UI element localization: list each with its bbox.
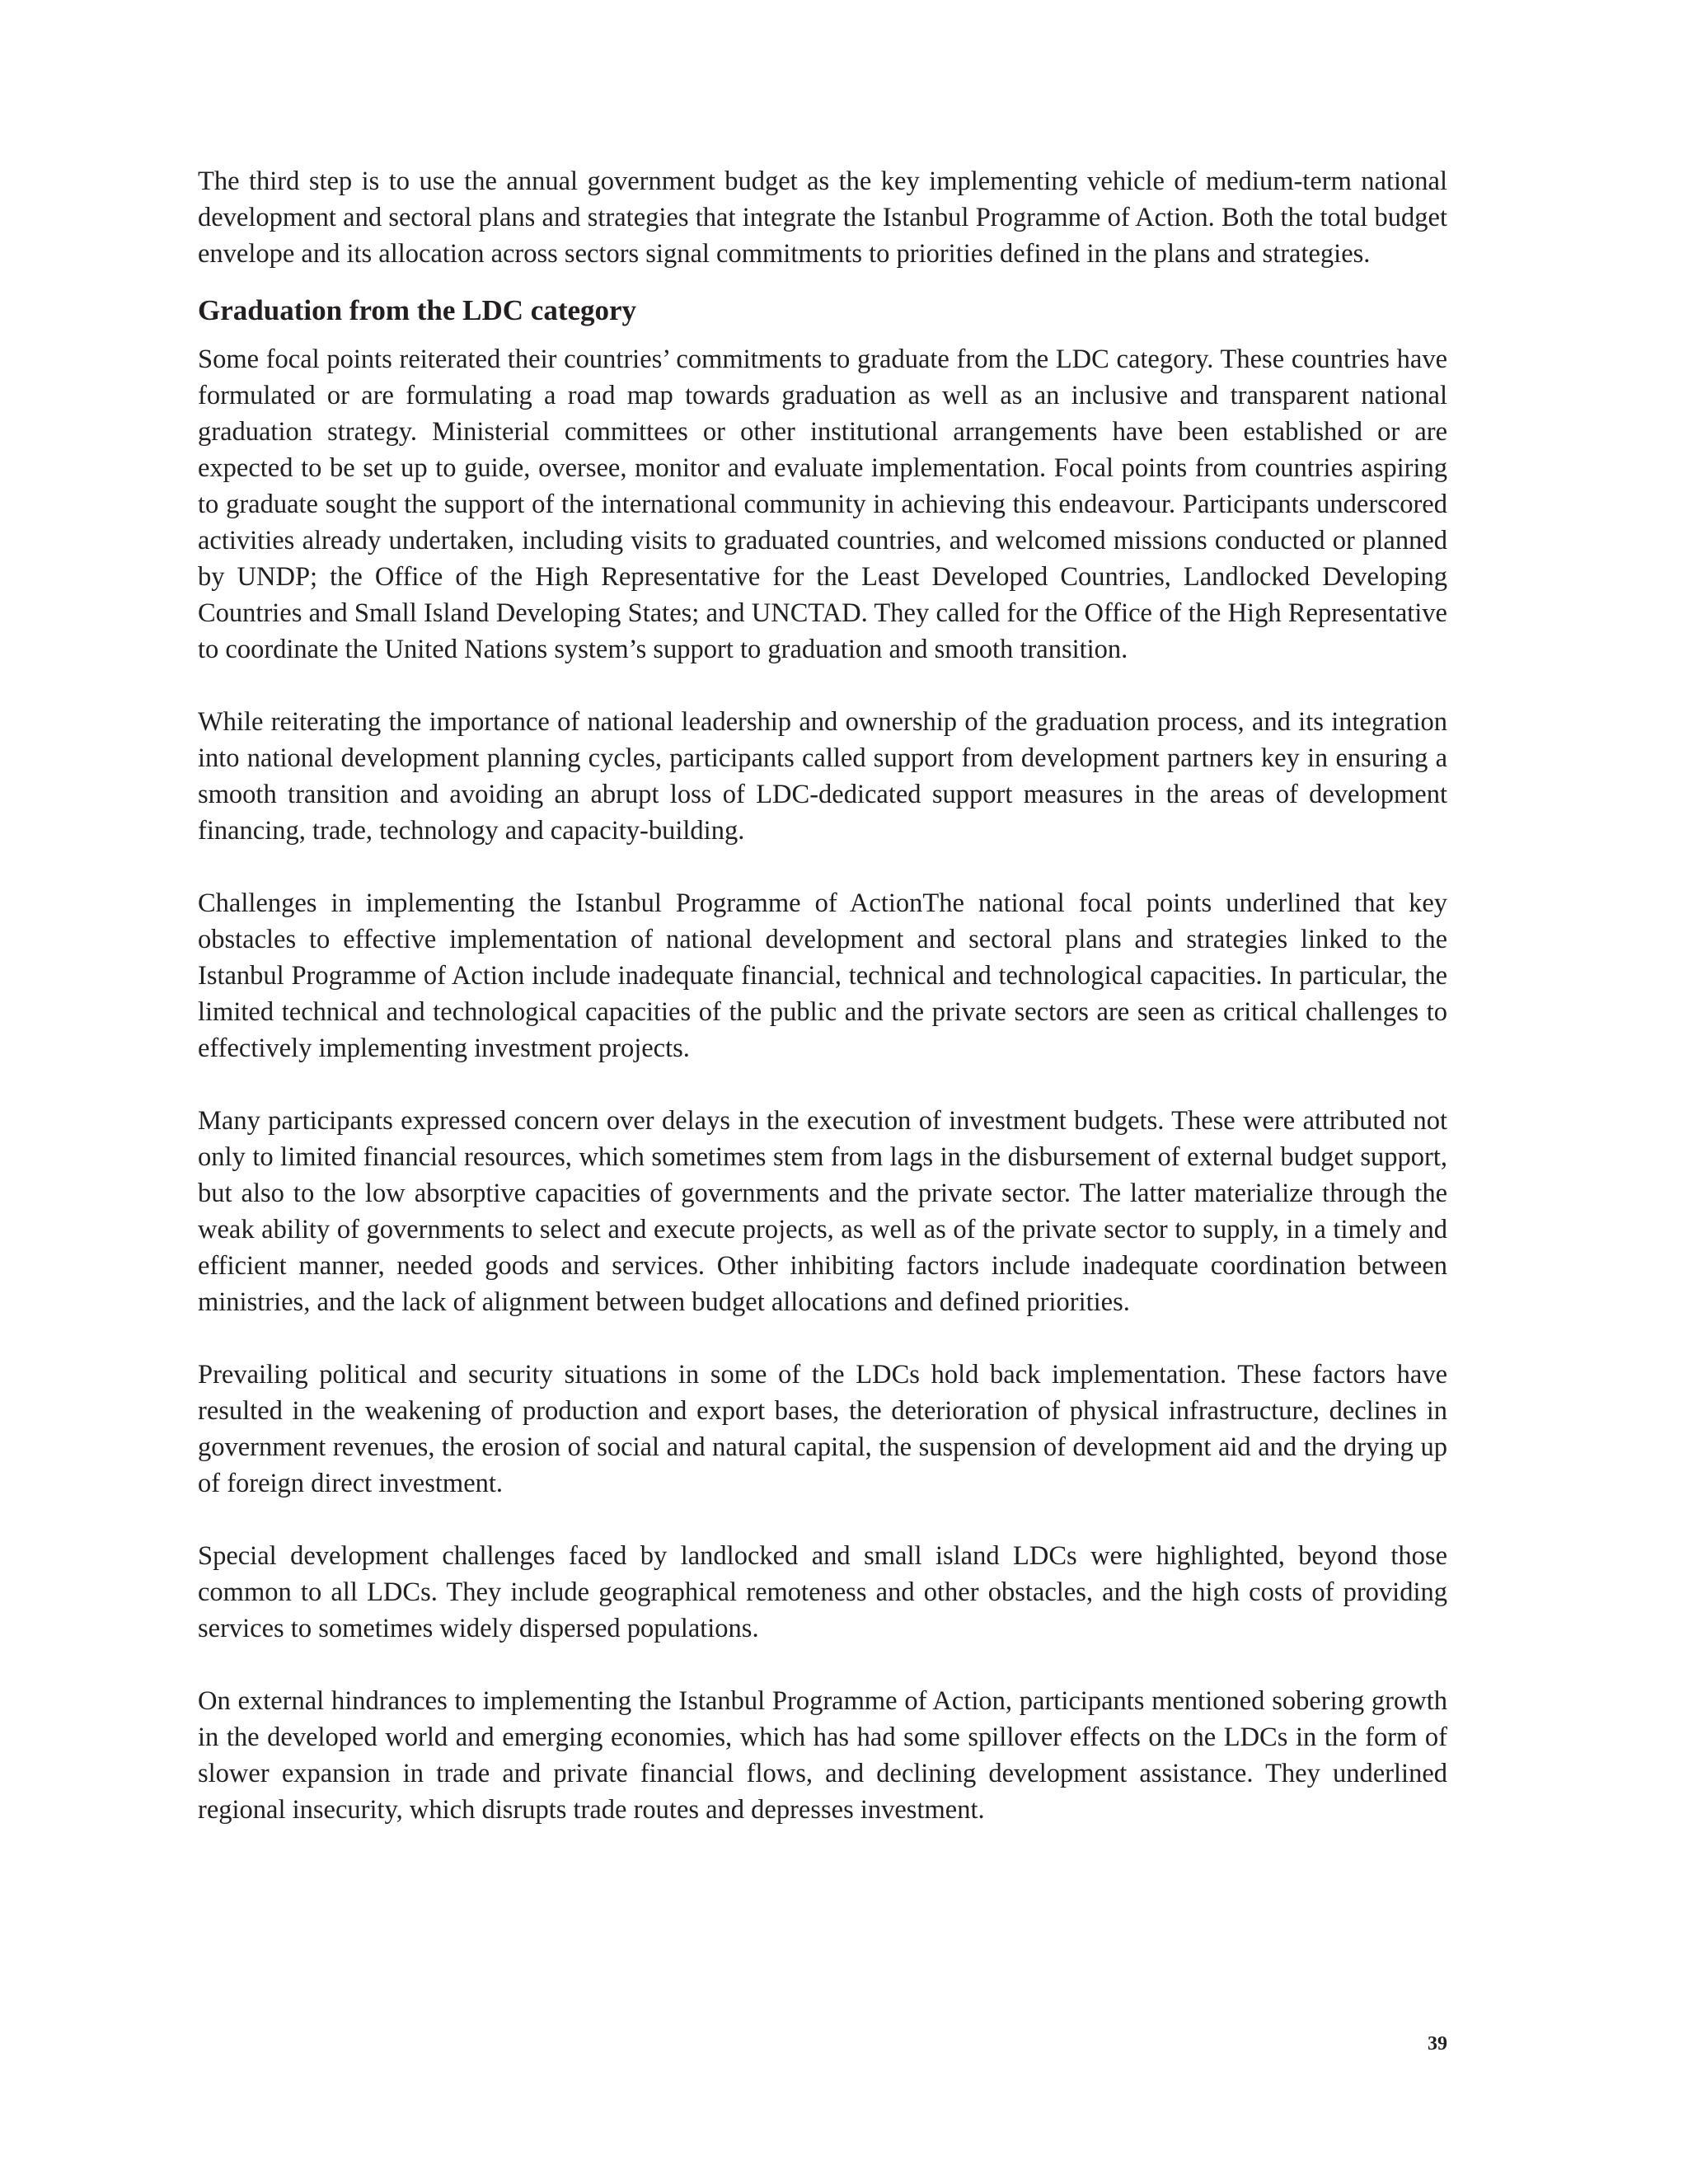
body-paragraph-landlocked-island: Special development challenges faced by landlocked and small island LDCs were highlighted, beyond those common to all LDCs. They include geographical remoteness and other obstacles, and the high costs of providing services to sometimes widely dispersed populations. xyxy=(198,1541,1447,1643)
section-heading: Graduation from the LDC category xyxy=(198,294,637,326)
body-paragraph-graduation-commitments: Some focal points reiterated their countries’ commitments to graduate from the LDC category. These countries have formulated or are formulating a road map towards graduation as well as an inclusive and transparent national graduation strategy. Ministerial committees or other institutional arrangements have been established or are expected to be set up to guide, oversee, monitor and evaluate implementation. Focal points from countries aspiring to graduate sought the support of the international community in achieving this endeavour. Participants underscored activities already undertaken, including visits to graduated countries, and welcomed missions conducted or planned by UNDP; the Office of the High Representative for the Least Developed Countries, Landlocked Developing Countries and Small Island Developing States; and UNCTAD. They called for the Office of the High Representative to coordinate the United Nations system’s support to graduation and smooth transition. xyxy=(198,344,1447,664)
intro-paragraph: The third step is to use the annual government budget as the key implementing vehicle of medium-term national development and sectoral plans and strategies that integrate the Istanbul Programme of Action. Both the total budget envelope and its allocation across sectors signal commitments to priorities defined in the plans and strategies. xyxy=(198,166,1447,269)
body-paragraph-implementation-challenges: Challenges in implementing the Istanbul Programme of ActionThe national focal points underlined that key obstacles to effective implementation of national development and sectoral plans and strategies linked to the Istanbul Programme of Action include inadequate financial, technical and technological capacities. In particular, the limited technical and technological capacities of the public and the private sectors are seen as critical challenges to effectively implementing investment projects. xyxy=(198,888,1447,1063)
body-paragraph-political-security: Prevailing political and security situations in some of the LDCs hold back implementation. These factors have resulted in the weakening of production and export bases, the deterioration of physical infrastructure, declines in government revenues, the erosion of social and natural capital, the suspension of development aid and the drying up of foreign direct investment. xyxy=(198,1360,1447,1498)
body-paragraph-investment-delays: Many participants expressed concern over delays in the execution of investment budgets. These were attributed not only to limited financial resources, which sometimes stem from lags in the disbursement of external budget support, but also to the low absorptive capacities of governments and the private sector. The latter materialize through the weak ability of governments to select and execute projects, as well as of the private sector to supply, in a timely and efficient manner, needed goods and services. Other inhibiting factors include inadequate coordination between ministries, and the lack of alignment between budget allocations and defined priorities. xyxy=(198,1106,1447,1317)
body-paragraph-external-hindrances: On external hindrances to implementing the Istanbul Programme of Action, participants mentioned sobering growth in the developed world and emerging economies, which has had some spillover effects on the LDCs in the form of slower expansion in trade and private financial flows, and declining development assistance. They underlined regional insecurity, which disrupts trade routes and depresses investment. xyxy=(198,1686,1447,1825)
page-number: 39 xyxy=(1428,2033,1447,2055)
page-body xyxy=(198,163,1447,1828)
body-paragraph-national-leadership: While reiterating the importance of national leadership and ownership of the graduation process, and its integration into national development planning cycles, participants called support from development partners key in ensuring a smooth transition and avoiding an abrupt loss of LDC-dedicated support measures in the areas of development financing, trade, technology and capacity-building. xyxy=(198,707,1447,846)
